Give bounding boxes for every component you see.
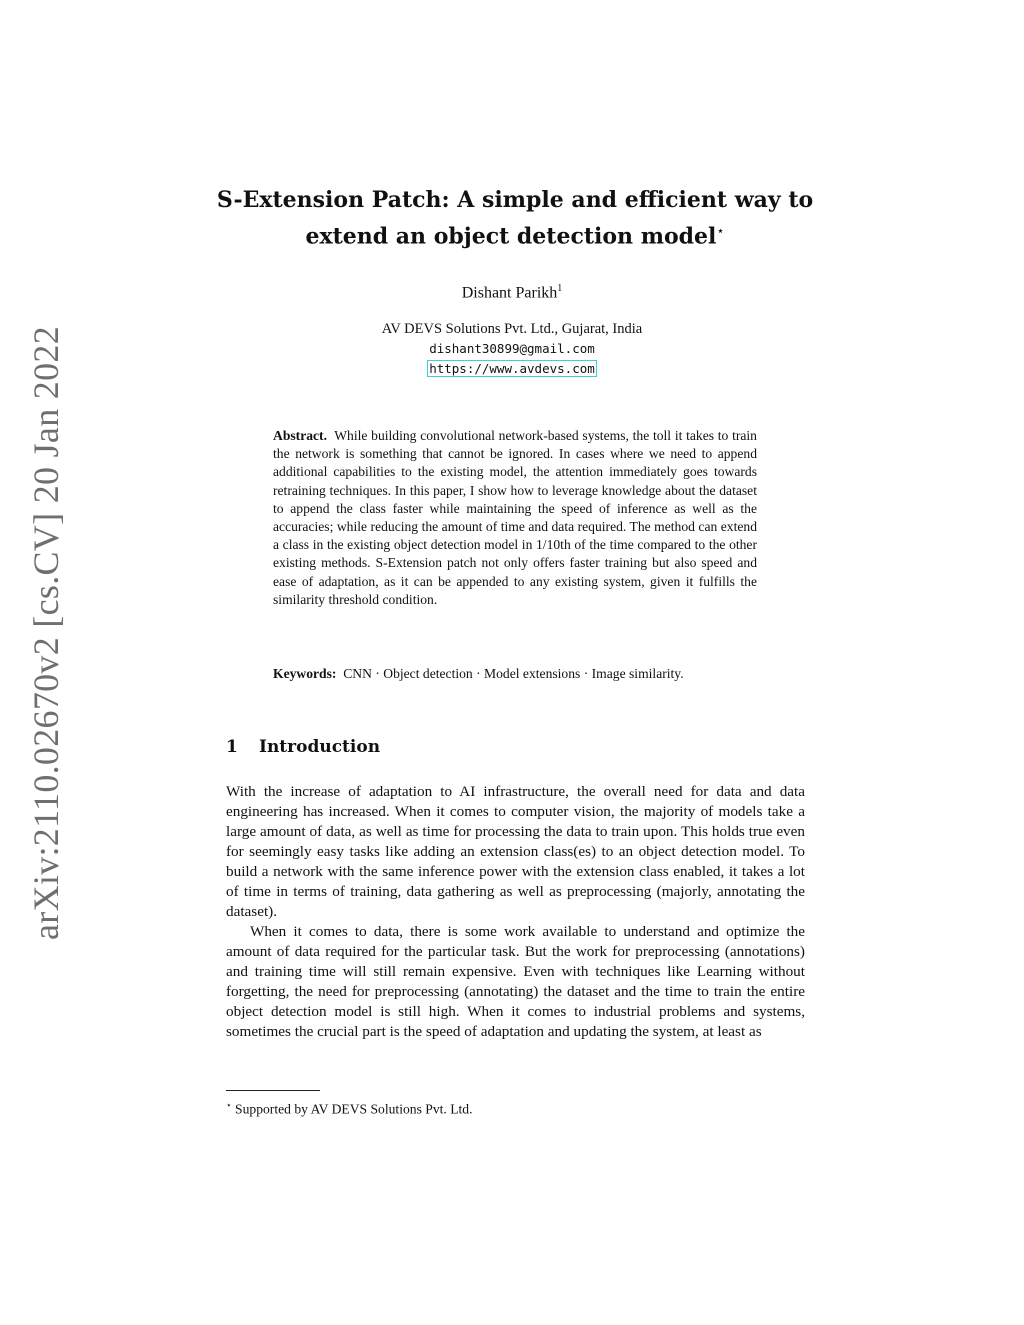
body-paragraph: When it comes to data, there is some work available to understand and optimize the amount of data required for the particular task. But the work for preprocessing (annotations) and training time will still remain expensive. Even with techniques like Learning without forgetting, the need for preprocessing (annotating) the dataset and the time to train the entire object detection model is still high. When it comes to industrial problems and systems, sometimes the crucial part is the speed of adaptation and updating the system, at least as (226, 923, 805, 1040)
title-footnote-marker: ⋆ (716, 224, 725, 239)
author-name: Dishant Parikh (461, 284, 558, 302)
footnote-rule (226, 1090, 320, 1091)
body-paragraph: With the increase of adaptation to AI infrastructure, the overall need for data and data engineering has increased. When it comes to computer vision, the majority of models take a large amount of data, as well as time for processing the data to train upon. This holds true even for seemingly easy tasks like adding an extension class(es) to an object detection model. To build a network with the same inference power with the extension class enabled, it takes a lot of time in terms of training, data gathering as well as preprocessing (majorly, annotating the dataset). (226, 783, 805, 920)
abstract-text: While building convolutional network-based systems, the toll it takes to train the network is something that cannot be ignored. In cases where we need to append additional capabilities to the existing model, the attention immediately goes towards retraining techniques. In this paper, I show how to leverage knowledge about the dataset to append the class faster while maintaining the speed of inference as well as the accuracies; while reducing the amount of time and data required. The method can extend a class in the existing object detection model in 1/10th of the time compared to the other existing methods. S-Extension patch not only offers faster training but also speed and ease of adaptation, as it can be appended to any existing system, given it fulfills the similarity threshold condition. (273, 428, 757, 607)
section-heading-introduction (226, 737, 380, 757)
author-line (0, 283, 1024, 302)
affiliation-block (0, 320, 1024, 379)
footnote (226, 1096, 805, 1119)
title-line-2: extend an object detection model (305, 223, 717, 250)
section-title: Introduction (259, 737, 381, 757)
keywords-text: CNN · Object detection · Model extensions · Image similarity. (343, 666, 684, 681)
introduction-body (226, 782, 805, 1042)
footnote-text: Supported by AV DEVS Solutions Pvt. Ltd. (235, 1101, 473, 1117)
affiliation-url-link[interactable]: https://www.avdevs.com (429, 361, 595, 376)
author-email[interactable]: dishant30899@gmail.com (429, 341, 595, 356)
author-affiliation-mark: 1 (557, 283, 563, 294)
section-number: 1 (226, 737, 238, 757)
affiliation-org: AV DEVS Solutions Pvt. Ltd., Gujarat, India (381, 321, 643, 337)
keywords-label: Keywords: (273, 666, 337, 681)
footnote-marker: ⋆ (226, 1100, 232, 1110)
title-line-1: S-Extension Patch: A simple and efficient way to (216, 187, 814, 213)
keywords (273, 665, 757, 683)
arxiv-identifier-stamp: arXiv:2110.02670v2 [cs.CV] 20 Jan 2022 (26, 326, 66, 940)
abstract-label: Abstract. (273, 428, 327, 443)
paper-title (200, 185, 830, 252)
abstract (273, 427, 757, 609)
